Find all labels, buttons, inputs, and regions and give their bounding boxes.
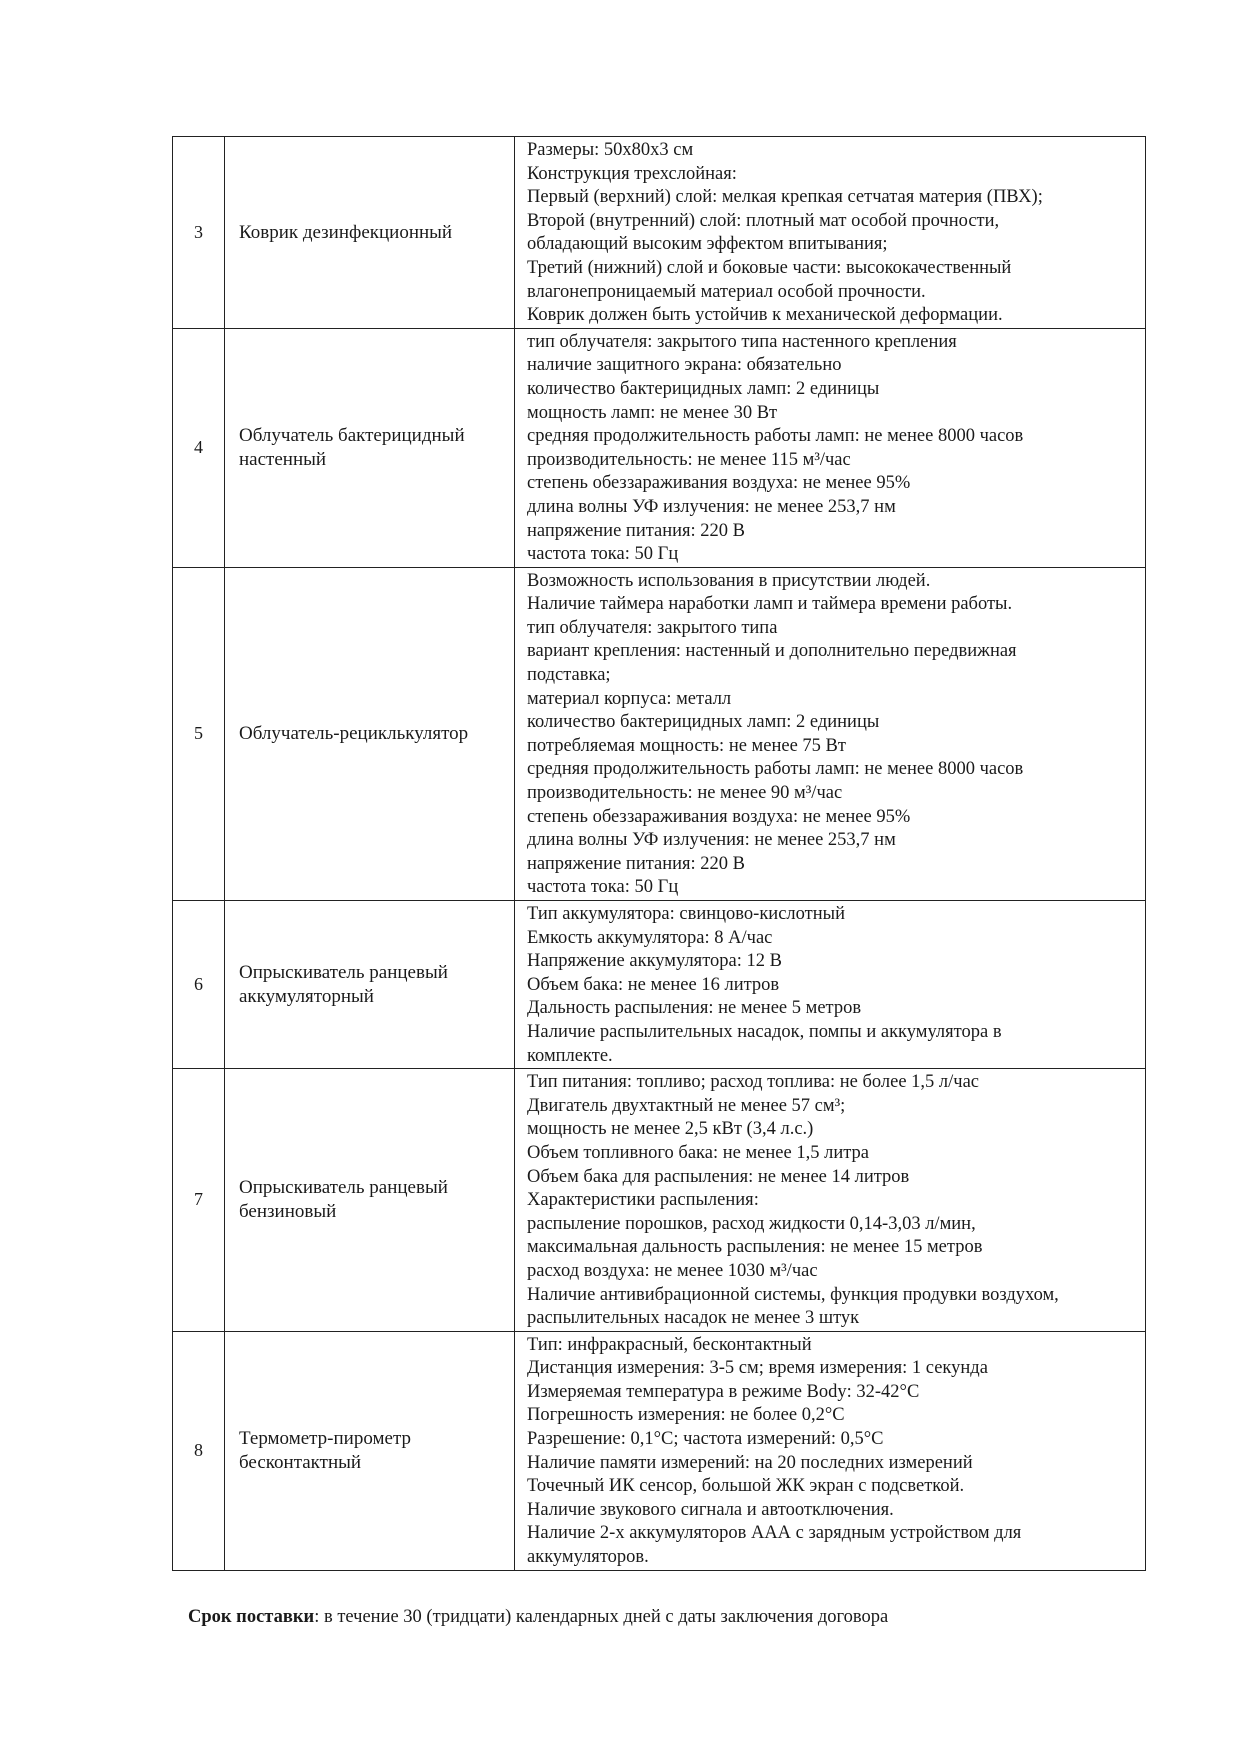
specification-table	[172, 136, 1146, 1571]
spec-line: Характеристики распыления:	[527, 1190, 759, 1211]
row-number: 5	[173, 567, 225, 900]
item-specification	[515, 901, 1146, 1069]
spec-line: распылительных насадок не менее 3 штук	[527, 1308, 860, 1329]
spec-line: максимальная дальность распыления: не менее 15 метров	[527, 1237, 983, 1258]
item-specification	[515, 328, 1146, 567]
table-row	[173, 328, 1146, 567]
spec-line: наличие защитного экрана: обязательно	[527, 355, 842, 376]
spec-line: Наличие распылительных насадок, помпы и аккумулятора в	[527, 1021, 1002, 1042]
spec-line: комплекте.	[527, 1045, 613, 1066]
delivery-terms-label: Срок поставки	[188, 1607, 315, 1627]
table-row	[173, 1069, 1146, 1332]
spec-line: Наличие звукового сигнала и автоотключения.	[527, 1499, 894, 1520]
spec-line: влагонепроницаемый материал особой прочности.	[527, 281, 926, 302]
item-name: Облучатель бактерицидный настенный	[225, 328, 515, 567]
spec-line: Конструкция трехслойная:	[527, 163, 737, 184]
spec-line: вариант крепления: настенный и дополнительно передвижная	[527, 641, 1017, 662]
spec-line: Объем бака: не менее 16 литров	[527, 974, 780, 995]
spec-line: мощность не менее 2,5 кВт (3,4 л.с.)	[527, 1119, 814, 1140]
spec-line: тип облучателя: закрытого типа настенного крепления	[527, 331, 957, 352]
spec-line: Размеры: 50х80х3 см	[527, 140, 694, 160]
spec-line: Погрешность измерения: не более 0,2°С	[527, 1405, 845, 1426]
spec-line: Наличие 2-х аккумуляторов ААА с зарядным устройством для	[527, 1523, 1022, 1544]
spec-line: степень обеззараживания воздуха: не менее 95%	[527, 473, 911, 494]
row-number: 6	[173, 901, 225, 1069]
item-name: Облучатель-рециклькулятор	[225, 567, 515, 900]
table-row	[173, 1331, 1146, 1570]
item-name: Опрыскиватель ранцевый аккумуляторный	[225, 901, 515, 1069]
spec-line: мощность ламп: не менее 30 Вт	[527, 402, 778, 423]
spec-line: Объем бака для распыления: не менее 14 литров	[527, 1166, 910, 1187]
spec-line: Второй (внутренний) слой: плотный мат особой прочности,	[527, 210, 1000, 231]
spec-line: Наличие таймера наработки ламп и таймера времени работы.	[527, 594, 1013, 615]
item-specification	[515, 1069, 1146, 1332]
spec-line: материал корпуса: металл	[527, 688, 732, 709]
spec-line: частота тока: 50 Гц	[527, 544, 679, 565]
spec-line: Разрешение: 0,1°С; частота измерений: 0,5°С	[527, 1429, 884, 1450]
spec-line: Тип питания: топливо; расход топлива: не более 1,5 л/час	[527, 1072, 980, 1093]
spec-line: средняя продолжительность работы ламп: не менее 8000 часов	[527, 759, 1024, 780]
spec-line: Точечный ИК сенсор, большой ЖК экран с подсветкой.	[527, 1476, 965, 1497]
spec-line: Двигатель двухтактный не менее 57 см³;	[527, 1095, 846, 1116]
spec-line: напряжение питания: 220 В	[527, 853, 746, 874]
spec-line: производительность: не менее 90 м³/час	[527, 783, 843, 804]
spec-line: Напряжение аккумулятора: 12 В	[527, 951, 782, 972]
row-number: 8	[173, 1331, 225, 1570]
table-row	[173, 901, 1146, 1069]
spec-line: средняя продолжительность работы ламп: не менее 8000 часов	[527, 426, 1024, 447]
spec-line: частота тока: 50 Гц	[527, 877, 679, 898]
spec-line: Коврик должен быть устойчив к механической деформации.	[527, 305, 1003, 326]
table-row	[173, 567, 1146, 900]
spec-line: Измеряемая температура в режиме Body: 32-42°С	[527, 1381, 920, 1402]
spec-line: степень обеззараживания воздуха: не менее 95%	[527, 806, 911, 827]
delivery-terms	[188, 1607, 888, 1628]
row-number: 4	[173, 328, 225, 567]
spec-line: Третий (нижний) слой и боковые части: высококачественный	[527, 257, 1012, 278]
item-specification	[515, 137, 1146, 329]
row-number: 7	[173, 1069, 225, 1332]
spec-line: напряжение питания: 220 В	[527, 520, 746, 541]
spec-line: Возможность использования в присутствии людей.	[527, 570, 931, 591]
spec-line: Тип аккумулятора: свинцово-кислотный	[527, 904, 845, 924]
spec-line: распыление порошков, расход жидкости 0,14-3,03 л/мин,	[527, 1213, 976, 1234]
spec-line: Дальность распыления: не менее 5 метров	[527, 998, 862, 1019]
spec-line: длина волны УФ излучения: не менее 253,7 нм	[527, 496, 896, 517]
spec-line: производительность: не менее 115 м³/час	[527, 449, 851, 470]
spec-line: Дистанция измерения: 3-5 см; время измерения: 1 секунда	[527, 1358, 988, 1379]
spec-line: подставка;	[527, 665, 611, 686]
spec-line: Объем топливного бака: не менее 1,5 литра	[527, 1142, 869, 1163]
spec-line: количество бактерицидных ламп: 2 единицы	[527, 378, 880, 399]
spec-line: длина волны УФ излучения: не менее 253,7 нм	[527, 830, 896, 851]
spec-line: Тип: инфракрасный, бесконтактный	[527, 1334, 812, 1355]
delivery-terms-text: : в течение 30 (тридцати) календарных дней с даты заключения договора	[314, 1607, 889, 1627]
spec-line: расход воздуха: не менее 1030 м³/час	[527, 1260, 818, 1281]
table-row	[173, 137, 1146, 329]
spec-line: количество бактерицидных ламп: 2 единицы	[527, 712, 880, 733]
spec-line: аккумуляторов.	[527, 1547, 649, 1568]
spec-line: Наличие антивибрационной системы, функция продувки воздухом,	[527, 1284, 1059, 1305]
spec-line: Первый (верхний) слой: мелкая крепкая сетчатая материя (ПВХ);	[527, 187, 1043, 208]
spec-line: Наличие памяти измерений: на 20 последних измерений	[527, 1452, 973, 1473]
spec-line: Емкость аккумулятора: 8 А/час	[527, 927, 773, 948]
item-name: Опрыскиватель ранцевый бензиновый	[225, 1069, 515, 1332]
row-number: 3	[173, 137, 225, 329]
item-name: Термометр-пирометр бесконтактный	[225, 1331, 515, 1570]
item-specification	[515, 1331, 1146, 1570]
spec-line: тип облучателя: закрытого типа	[527, 617, 778, 638]
item-name: Коврик дезинфекционный	[225, 137, 515, 329]
item-specification	[515, 567, 1146, 900]
spec-line: обладающий высоким эффектом впитывания;	[527, 234, 888, 255]
specification-table-body	[173, 137, 1146, 1571]
spec-line: потребляемая мощность: не менее 75 Вт	[527, 735, 846, 756]
